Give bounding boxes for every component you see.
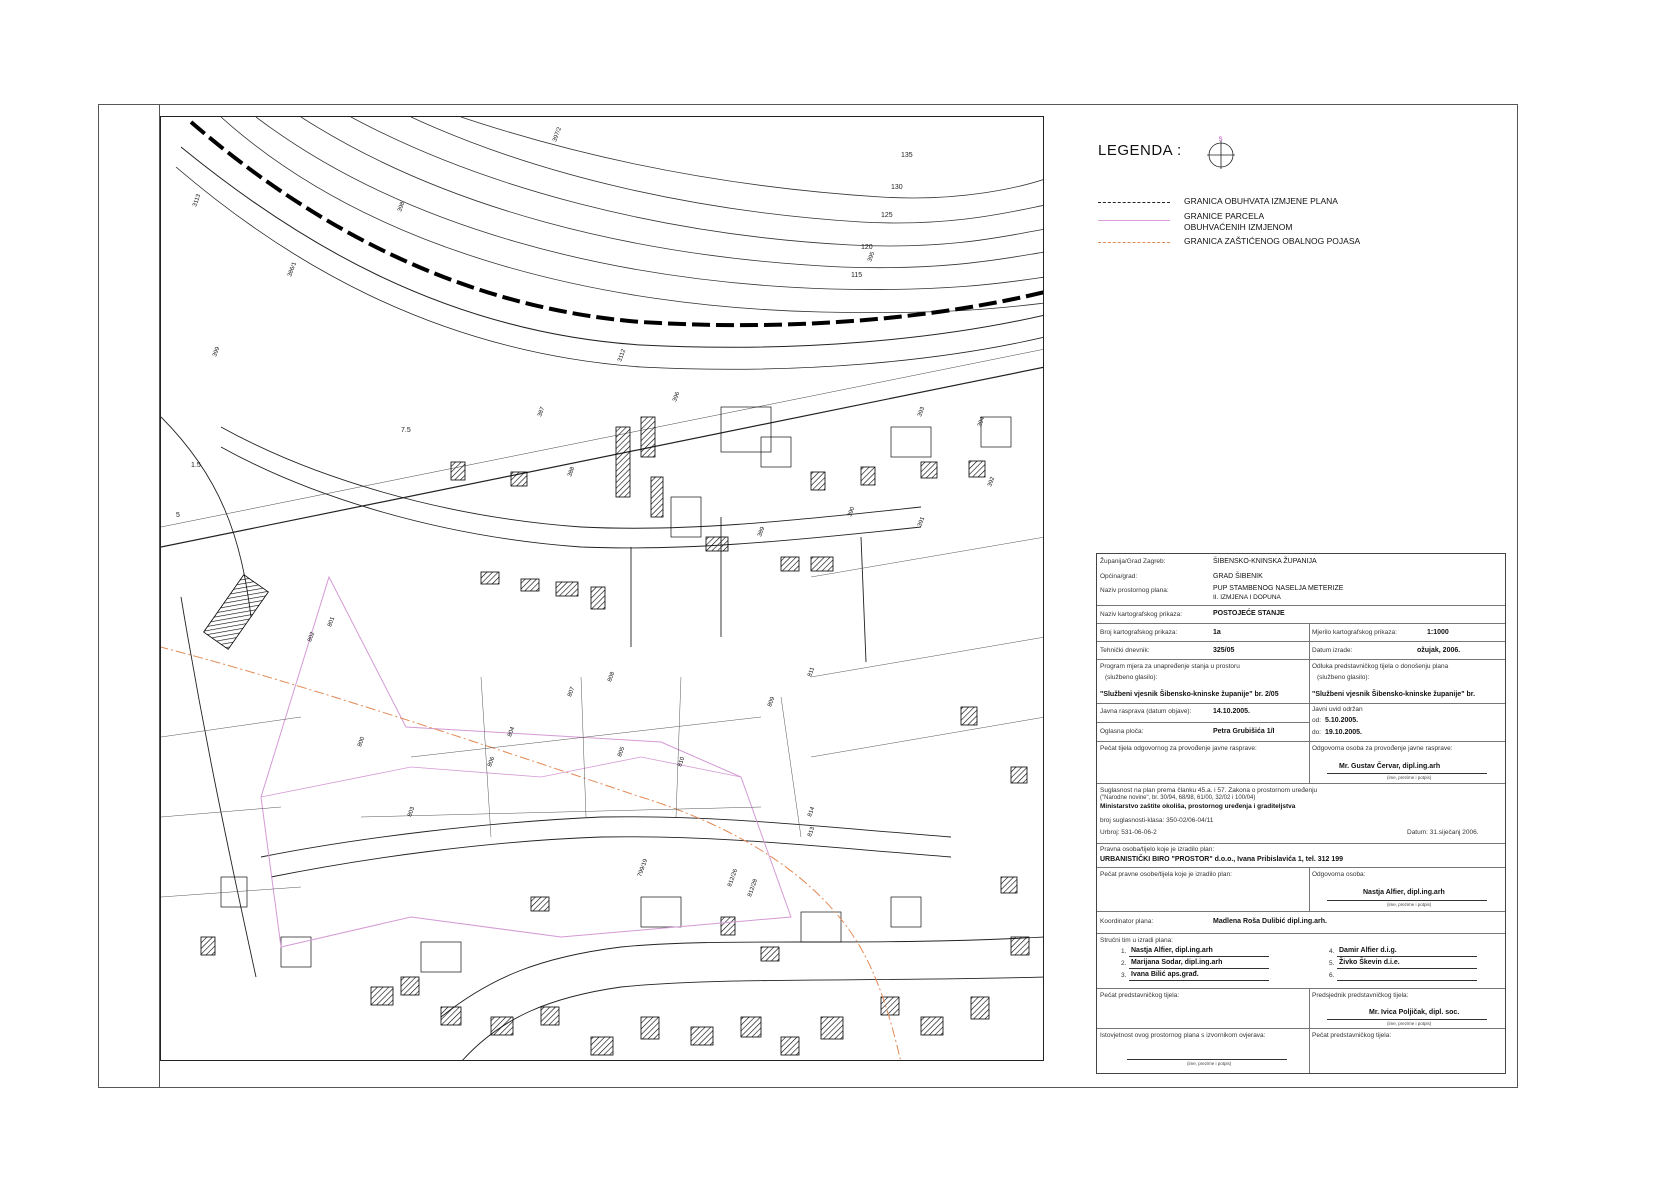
parcel-boundary xyxy=(261,577,791,947)
parcel-label: 812/28 xyxy=(747,878,760,898)
parcel-label: 396 xyxy=(672,391,682,403)
parcel-label: 799/19 xyxy=(637,858,650,878)
tb-row-predsjednik xyxy=(1097,989,1505,1029)
parcel-label: 801 xyxy=(327,616,337,628)
parcel-label: 802 xyxy=(307,631,317,643)
tb-row-tehnicki xyxy=(1097,642,1505,660)
label-naziv-prikaza: Naziv kartografskog prikaza: xyxy=(1100,611,1183,618)
value-predsjednik: Mr. Ivica Poljičak, dipl. soc. xyxy=(1369,1009,1460,1016)
caption-signature: (ime, prezime i potpis) xyxy=(1387,902,1432,907)
team-member-name: Živko Škevin d.i.e. xyxy=(1339,959,1400,966)
caption-signature: (ime, prezime i potpis) xyxy=(1187,1061,1232,1066)
value-zupanija: ŠIBENSKO-KNINSKA ŽUPANIJA xyxy=(1213,558,1317,565)
parcel-label: 391 xyxy=(917,516,927,528)
legend-label: GRANICA ZAŠTIĆENOG OBALNOG POJASA xyxy=(1184,236,1361,246)
label-odluka: Odluka predstavničkog tijela o donošenju plana xyxy=(1312,663,1449,670)
label-javna-rasprava: Javna rasprava (datum objave): xyxy=(1100,708,1192,715)
parcel-label: 390 xyxy=(847,506,857,518)
parcel-label: 807 xyxy=(567,686,577,698)
legend-item-plan-boundary xyxy=(1098,196,1458,210)
tb-row-naziv-prikaza xyxy=(1097,606,1505,624)
contour-label: 130 xyxy=(891,184,903,191)
label-zupanija: Županija/Grad Zagreb: xyxy=(1100,558,1166,565)
caption-signature: (ime, prezime i potpis) xyxy=(1387,775,1432,780)
team-member-name: Nastja Alfier, dipl.ing.arh xyxy=(1131,947,1213,954)
value-odluka: "Službeni vjesnik Šibensko-kninske županije" br. xyxy=(1312,691,1476,698)
contour-label: 125 xyxy=(881,212,893,219)
value-naziv-plana: PUP STAMBENOG NASELJA METERIZE xyxy=(1213,585,1344,592)
label-izradjivac: Pravna osoba/tijelo koje je izradilo plan: xyxy=(1100,846,1215,853)
label-javni-uvid: Javni uvid održan xyxy=(1312,706,1363,713)
team-member-number: 6. xyxy=(1329,972,1335,979)
parcel-label: 813 xyxy=(807,826,817,838)
parcel-label: 809 xyxy=(767,696,777,708)
parcel-label: 814 xyxy=(807,806,817,818)
team-member-name: Marijana Sodar, dipl.ing.arh xyxy=(1131,959,1223,966)
suglasnost-line3: Ministarstvo zaštite okoliša, prostornog uređenja i graditeljstva xyxy=(1100,803,1296,810)
tb-row-pecat-rasprave xyxy=(1097,742,1505,784)
contour-label: 5 xyxy=(176,512,180,519)
map-drawing xyxy=(161,117,1044,1061)
label-strucni-tim: Stručni tim u izradi plana: xyxy=(1100,937,1173,944)
contour-label: 7.5 xyxy=(401,427,411,434)
label-pecat-predstavnickog-2: Pečat predstavničkog tijela: xyxy=(1312,1032,1392,1039)
parcel-label: 397/2 xyxy=(552,126,564,143)
tb-row-rasprava xyxy=(1097,704,1505,742)
parcel-label: 800 xyxy=(357,736,367,748)
parcel-label: 393 xyxy=(917,406,927,418)
value-oglasna: Petra Grubišića 1/I xyxy=(1213,728,1275,735)
plan-boundary-road xyxy=(191,122,1044,325)
value-program: "Službeni vjesnik Šibensko-kninske županije" br. 2/05 xyxy=(1100,691,1279,698)
legend-sample-dashed xyxy=(1098,202,1170,203)
tb-row-program xyxy=(1097,660,1505,704)
contour-lines xyxy=(221,117,1044,313)
suglasnost-datum: Datum: 31.siječanj 2006. xyxy=(1407,829,1479,836)
value-naziv-prikaza: POSTOJEĆE STANJE xyxy=(1213,610,1285,617)
north-arrow-icon xyxy=(1206,136,1236,170)
label-odgovorna-rasprava: Odgovorna osoba za provođenje javne rasprave: xyxy=(1312,745,1453,752)
parcel-label: 3112 xyxy=(617,348,628,363)
label-broj: Broj kartografskog prikaza: xyxy=(1100,629,1178,636)
buildings xyxy=(201,417,1029,1055)
label-program-2: (službeno glasilo): xyxy=(1105,674,1158,681)
label-program: Program mjera za unapređenje stanja u prostoru xyxy=(1100,663,1240,670)
tb-row-strucni-tim xyxy=(1097,934,1505,989)
value-datum: ožujak, 2006. xyxy=(1417,647,1461,654)
suglasnost-urbroj: Urbroj: 531-06-06-2 xyxy=(1100,829,1157,836)
label-odgovorna-osoba: Odgovorna osoba: xyxy=(1312,871,1366,878)
parcel-label: 3113 xyxy=(192,193,203,208)
legend-title: LEGENDA : xyxy=(1098,142,1182,159)
parcel-label: 811 xyxy=(807,666,817,678)
parcel-label: 389 xyxy=(757,526,767,538)
contour-label: 135 xyxy=(901,152,913,159)
label-pecat-rasprave: Pečat tijela odgovornog za provođenje javne rasprave: xyxy=(1100,745,1257,752)
value-izradjivac: URBANISTIČKI BIRO "PROSTOR" d.o.o., Ivana Pribislavića 1, tel. 312 199 xyxy=(1100,856,1344,863)
label-do: do: xyxy=(1312,729,1322,736)
parcel-label: 395 xyxy=(867,251,877,263)
label-opcina: Općina/grad: xyxy=(1100,573,1138,580)
label-odluka-2: (službeno glasilo): xyxy=(1317,674,1370,681)
parcel-label: 808 xyxy=(607,671,617,683)
value-javna-rasprava: 14.10.2005. xyxy=(1213,708,1250,715)
parcel-label: 806 xyxy=(487,756,497,768)
label-naziv-plana: Naziv prostornog plana: xyxy=(1100,587,1169,594)
label-istovjetnost: Istovjetnost ovog prostornog plana s izvornikom ovjerava: xyxy=(1100,1032,1266,1039)
value-opcina: GRAD ŠIBENIK xyxy=(1213,573,1263,580)
parcel-label: 386/1 xyxy=(287,261,299,278)
contour-label: 120 xyxy=(861,244,873,251)
label-pecat-predstavnickog: Pečat predstavničkog tijela: xyxy=(1100,992,1180,999)
parcel-label: 399 xyxy=(212,346,222,358)
tb-row-suglasnost xyxy=(1097,784,1505,844)
tb-row-location xyxy=(1097,554,1505,606)
label-predsjednik: Predsjednik predstavničkog tijela: xyxy=(1312,992,1409,999)
team-member-number: 2. xyxy=(1121,960,1127,967)
cadastral-map xyxy=(160,116,1044,1061)
value-tehnicki: 325/05 xyxy=(1213,647,1235,654)
value-koordinator: Madlena Roša Dulibić dipl.ing.arh. xyxy=(1213,918,1327,925)
legend-label: GRANICA OBUHVATA IZMJENE PLANA xyxy=(1184,196,1338,206)
value-do: 19.10.2005. xyxy=(1325,729,1362,736)
value-broj: 1a xyxy=(1213,629,1221,636)
team-member-name: Ivana Bilić aps.građ. xyxy=(1131,971,1199,978)
tb-row-istovjetnost xyxy=(1097,1029,1505,1073)
label-tehnicki: Tehnički dnevnik: xyxy=(1100,647,1150,654)
legend-label: GRANICE PARCELA OBUHVAĆENIH IZMJENOM xyxy=(1184,211,1293,232)
contour-label: 1.5 xyxy=(191,462,201,469)
parcel-label: 804 xyxy=(507,726,517,738)
svg-text:S: S xyxy=(1218,137,1223,143)
value-mjerilo: 1:1000 xyxy=(1427,629,1449,636)
tb-row-pecat-izradjivaca xyxy=(1097,868,1505,912)
caption-signature: (ime, prezime i potpis) xyxy=(1387,1021,1432,1026)
suglasnost-line2: ("Narodne novine", br. 30/94, 68/98, 61/00, 32/02 i 100/04) xyxy=(1100,795,1256,801)
label-mjerilo: Mjerilo kartografskog prikaza: xyxy=(1312,629,1397,636)
tb-row-koordinator xyxy=(1097,912,1505,934)
parcel-label: 805 xyxy=(617,746,627,758)
legend-item-coastal xyxy=(1098,236,1458,250)
parcel-label: 398 xyxy=(397,201,407,213)
parcel-label: 392 xyxy=(987,476,997,488)
tb-row-izradjivac xyxy=(1097,844,1505,868)
legend-sample-orange xyxy=(1098,242,1170,243)
title-block xyxy=(1096,553,1506,1074)
coastal-belt-line xyxy=(161,642,901,1061)
label-oglasna: Oglasna ploča: xyxy=(1100,728,1144,735)
parcel-label: 803 xyxy=(407,806,417,818)
value-od: 5.10.2005. xyxy=(1325,717,1359,724)
suglasnost-line1: Suglasnost na plan prema članku 45.a. i 57. Zakona o prostornom uređenju xyxy=(1100,787,1318,794)
parcel-label: 394 xyxy=(977,416,987,428)
label-koordinator: Koordinator plana: xyxy=(1100,918,1154,925)
parcel-label: 812/26 xyxy=(727,868,740,888)
label-datum: Datum izrade: xyxy=(1312,647,1353,654)
team-member-name: Damir Alfier d.i.g. xyxy=(1339,947,1397,954)
team-member-number: 4. xyxy=(1329,948,1335,955)
team-member-number: 1. xyxy=(1121,948,1127,955)
label-od: od: xyxy=(1312,717,1322,724)
value-odgovorna-rasprava: Mr. Gustav Červar, dipl.ing.arh xyxy=(1339,763,1441,770)
legend-sample-pink xyxy=(1098,220,1170,221)
parcel-label: 810 xyxy=(677,756,687,768)
legend-item-parcels xyxy=(1098,211,1458,235)
value-naziv-plana-2: II. IZMJENA I DOPUNA xyxy=(1213,594,1281,601)
parcel-label: 387 xyxy=(537,406,547,418)
suglasnost-line4: broj suglasnosti-klasa: 350-02/06-04/11 xyxy=(1100,817,1214,824)
tb-row-broj-mjerilo xyxy=(1097,624,1505,642)
team-member-number: 5. xyxy=(1329,960,1335,967)
label-pecat-izradjivaca: Pečat pravne osobe/tijela koje je izradilo plan: xyxy=(1100,871,1232,878)
parcel-label: 388 xyxy=(567,466,577,478)
value-odgovorna-osoba: Nastja Alfier, dipl.ing.arh xyxy=(1363,889,1445,896)
contour-label: 115 xyxy=(851,272,863,279)
team-member-number: 3. xyxy=(1121,972,1127,979)
